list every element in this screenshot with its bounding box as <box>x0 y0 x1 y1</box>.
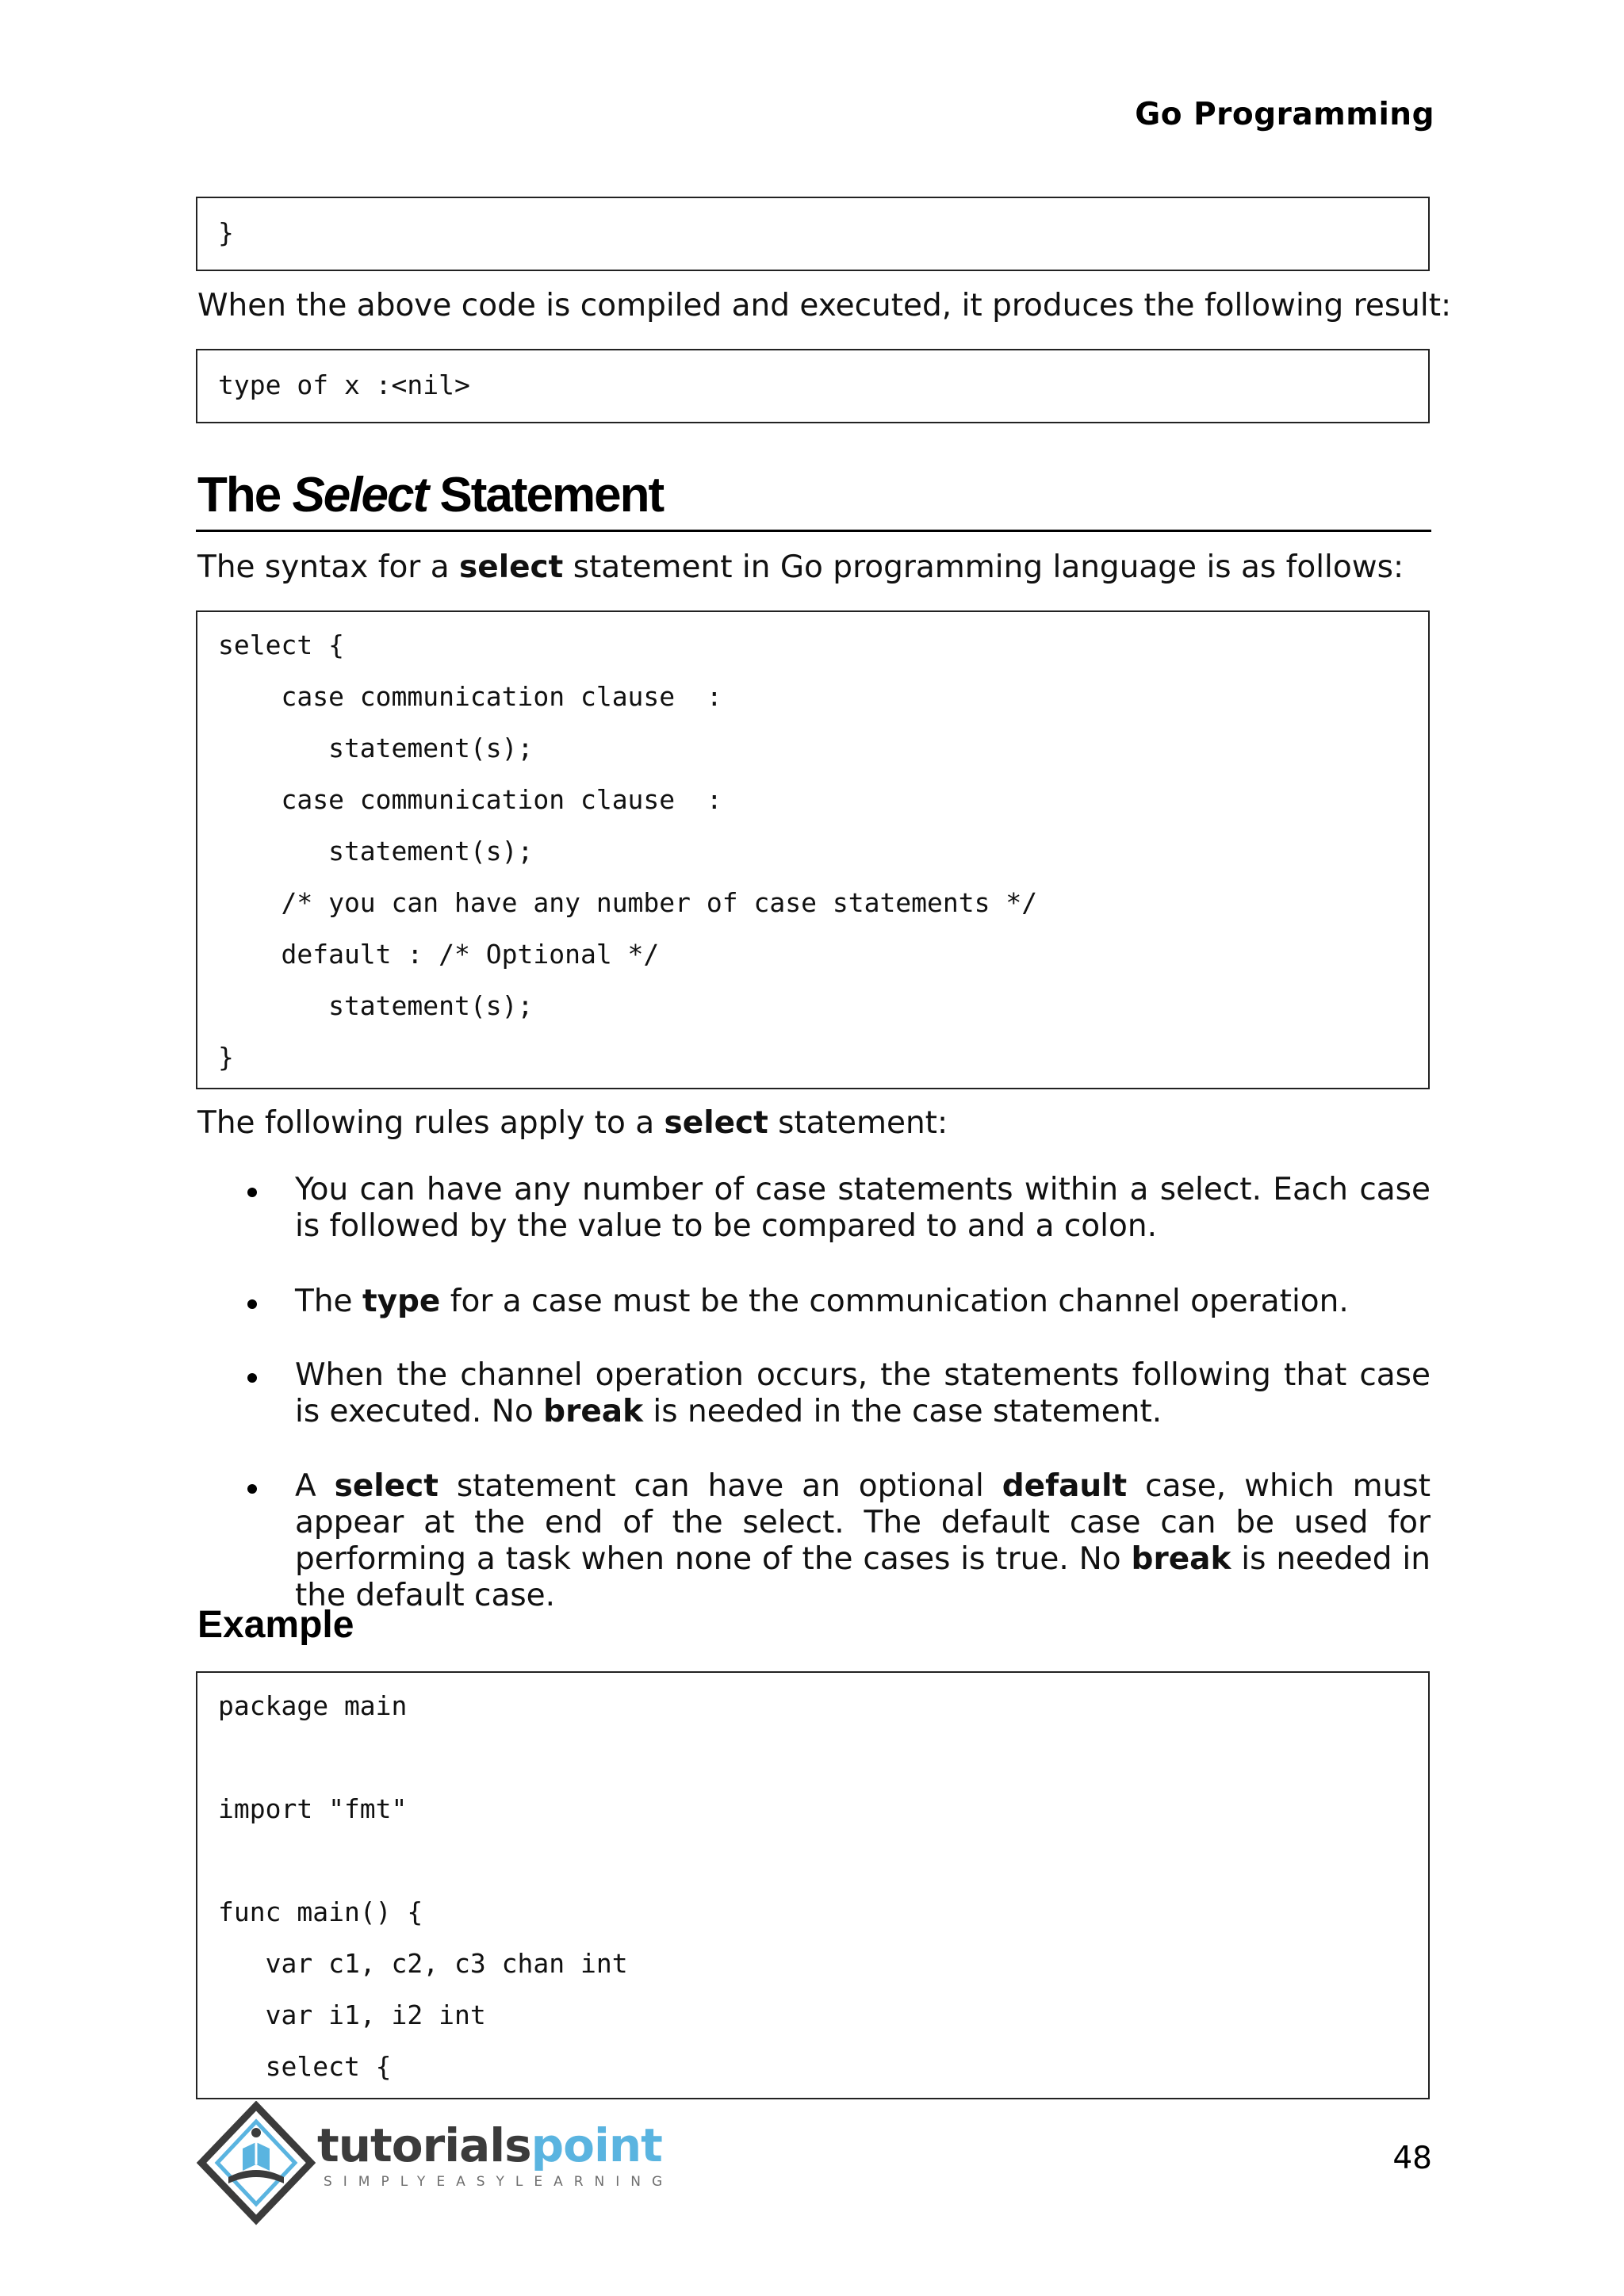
code-line: } <box>218 217 234 248</box>
code-line: statement(s); <box>218 990 534 1021</box>
rules-intro-paragraph <box>197 1105 948 1142</box>
list-item-text: You can have any number of case statements within a select. Each case is followed by the value to be compared to and a colon. <box>295 1172 1431 1244</box>
list-item-text: is needed in the case statement. <box>643 1394 1162 1429</box>
page-number: 48 <box>1392 2141 1432 2176</box>
syntax-intro-bold: select <box>459 549 564 585</box>
bold-term: default <box>1002 1468 1128 1504</box>
code-line: } <box>218 1042 234 1073</box>
code-line: statement(s); <box>218 733 534 763</box>
code-line: statement(s); <box>218 836 534 867</box>
example-code-box <box>196 1671 1430 2099</box>
heading-part-1: The <box>197 468 293 522</box>
bullet-dot <box>247 1188 257 1197</box>
list-item <box>295 1172 1431 1245</box>
code-line: select { <box>218 2051 392 2082</box>
output-box <box>196 349 1430 423</box>
code-line: case communication clause : <box>218 784 722 815</box>
code-line: var i1, i2 int <box>218 1999 486 2030</box>
code-box-top <box>196 197 1430 271</box>
tutorialspoint-logo <box>197 2101 674 2228</box>
bullet-dot <box>247 1373 257 1383</box>
logo-word-point: point <box>530 2118 662 2172</box>
list-item <box>295 1357 1431 1430</box>
list-item-text: for a case must be the communication channel operation. <box>440 1284 1349 1319</box>
heading-italic-word: Select <box>292 468 428 522</box>
list-item-text: A <box>295 1468 335 1504</box>
list-item <box>295 1468 1431 1614</box>
code-line: select { <box>218 629 344 660</box>
bullet-dot <box>247 1299 257 1309</box>
logo-diamond-icon <box>197 2101 316 2228</box>
code-line: case communication clause : <box>218 681 722 712</box>
rules-intro-text: The following rules apply to a <box>197 1105 665 1141</box>
heading-part-2: Statement <box>427 468 664 522</box>
syntax-intro-text-end: statement in Go programming language is as follows: <box>563 549 1404 585</box>
bold-term: select <box>334 1468 439 1504</box>
bold-term: break <box>1131 1541 1231 1577</box>
running-header: Go Programming <box>1135 97 1434 132</box>
logo-word-tutorials: tutorials <box>317 2118 531 2172</box>
syntax-code-box <box>196 610 1430 1089</box>
code-line: default : /* Optional */ <box>218 939 660 970</box>
bullet-dot <box>247 1484 257 1494</box>
list-item-text: The <box>295 1284 362 1319</box>
list-item <box>295 1284 1431 1320</box>
code-line: /* you can have any number of case statements */ <box>218 887 1038 918</box>
section-underline <box>196 530 1431 532</box>
bold-term: type <box>362 1284 441 1319</box>
syntax-intro-paragraph <box>197 549 1404 586</box>
code-line: var c1, c2, c3 chan int <box>218 1948 628 1979</box>
section-heading <box>197 468 663 523</box>
list-item-text: When the channel operation occurs, the statements following that case is executed. No <box>295 1357 1431 1429</box>
example-heading: Example <box>197 1604 354 1646</box>
rules-intro-bold: select <box>664 1105 768 1141</box>
output-line: type of x :<nil> <box>218 369 470 400</box>
list-item-text: statement can have an optional <box>438 1468 1002 1504</box>
bold-term: break <box>543 1394 644 1429</box>
result-paragraph: When the above code is compiled and executed, it produces the following result: <box>197 288 1452 323</box>
list-item-text: case, which must appear at the end of the select. The default case can be used for performing a task when none of the cases is true. No <box>295 1468 1431 1577</box>
code-line: import "fmt" <box>218 1793 408 1824</box>
code-line: package main <box>218 1690 408 1721</box>
logo-wordmark <box>317 2120 662 2171</box>
rules-intro-text-end: statement: <box>768 1105 948 1141</box>
syntax-intro-text: The syntax for a <box>197 549 460 585</box>
code-line: func main() { <box>218 1896 423 1927</box>
list-item-text: is needed in the default case. <box>295 1541 1431 1613</box>
logo-tagline: SIMPLYEASYLEARNING <box>324 2174 674 2190</box>
